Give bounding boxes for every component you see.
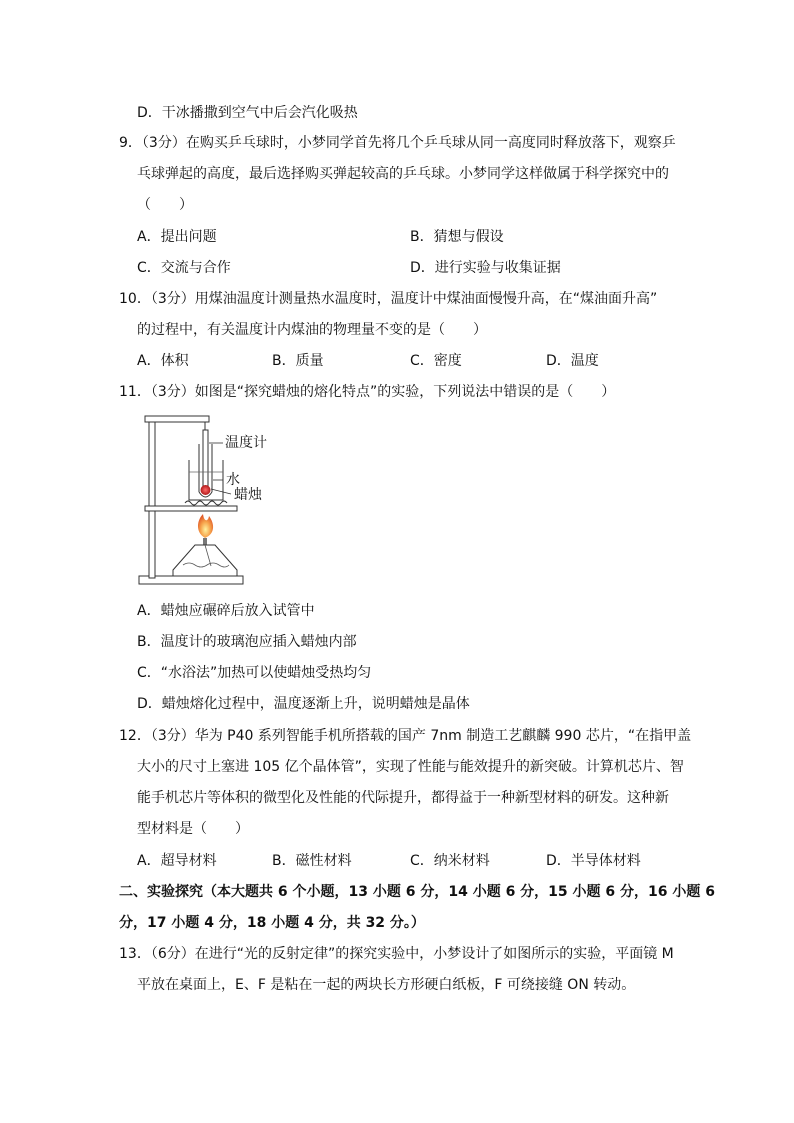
q11-option-c: C．“水浴法”加热可以使蜡烛受热均匀 — [137, 665, 372, 681]
q12-option-b: B．磁性材料 — [272, 853, 352, 869]
label-water: 水 — [226, 472, 240, 488]
label-candle: 蜡烛 — [234, 487, 262, 503]
q8-option-d: D．干冰播撒到空气中后会汽化吸热 — [137, 105, 358, 121]
candle-melting-apparatus-figure — [137, 410, 287, 594]
wire-gauze — [185, 501, 227, 505]
q10-option-c: C．密度 — [410, 353, 462, 369]
q12-stem-line4: 型材料是（ ） — [137, 821, 249, 837]
q11-stem: 11．（3分）如图是“探究蜡烛的熔化特点”的实验，下列说法中错误的是（ ） — [119, 384, 616, 400]
thermometer — [203, 430, 208, 492]
q10-option-d: D．温度 — [546, 353, 599, 369]
q9-option-b: B．猜想与假设 — [410, 229, 504, 245]
q12-stem-line2: 大小的尺寸上塞进 105 亿个晶体管”，实现了性能与能效提升的新突破。计算机芯片、智 — [137, 759, 684, 775]
q9-stem-line2: 乓球弹起的高度，最后选择购买弹起较高的乒乓球。小梦同学这样做属于科学探究中的 — [137, 166, 669, 182]
q9-option-c: C．交流与合作 — [137, 260, 231, 276]
q10-stem-line1: 10．（3分）用煤油温度计测量热水温度时，温度计中煤油面慢慢升高，在“煤油面升高” — [119, 291, 658, 307]
q9-stem-line1: 9．（3分）在购买乒乓球时，小梦同学首先将几个乒乓球从同一高度同时释放落下，观察乒 — [119, 135, 676, 151]
q12-option-d: D．半导体材料 — [546, 853, 641, 869]
section-2-heading-line1: 二、实验探究（本大题共 6 个小题，13 小题 6 分，14 小题 6 分，15 小题 6 分，16 小题 6 — [119, 884, 715, 900]
q11-option-b: B．温度计的玻璃泡应插入蜡烛内部 — [137, 634, 357, 650]
section-2-heading-line2: 分，17 小题 4 分，18 小题 4 分，共 32 分。） — [119, 915, 425, 931]
alcohol-lamp — [173, 545, 237, 576]
q9-stem-line3: （ ） — [137, 197, 193, 213]
q11-option-a: A．蜡烛应碾碎后放入试管中 — [137, 603, 315, 619]
stand-rod — [149, 418, 155, 578]
q12-option-c: C．纳米材料 — [410, 853, 490, 869]
q13-stem-line2: 平放在桌面上，E、F 是粘在一起的两块长方形硬白纸板，F 可绕接缝 ON 转动。 — [137, 977, 636, 993]
q10-option-b: B．质量 — [272, 353, 324, 369]
q12-option-a: A．超导材料 — [137, 853, 217, 869]
upper-clamp-arm — [145, 416, 209, 422]
q9-option-d: D．进行实验与收集证据 — [410, 260, 561, 276]
burner-flame — [198, 514, 213, 538]
burner-wick — [203, 538, 207, 545]
q12-stem-line3: 能手机芯片等体积的微型化及性能的代际提升，都得益于一种新型材料的研发。这种新 — [137, 790, 669, 806]
q11-option-d: D．蜡烛熔化过程中，温度逐渐上升，说明蜡烛是晶体 — [137, 696, 470, 712]
q10-stem-line2: 的过程中，有关温度计内煤油的物理量不变的是（ ） — [137, 322, 487, 338]
q9-option-a: A．提出问题 — [137, 229, 217, 245]
q12-stem-line1: 12．（3分）华为 P40 系列智能手机所搭载的国产 7nm 制造工艺麒麟 990 芯片，“在指甲盖 — [119, 728, 692, 744]
ring-platform — [145, 506, 237, 511]
q13-stem-line1: 13．（6分）在进行“光的反射定律”的探究实验中，小梦设计了如图所示的实验，平面镜 M — [119, 946, 674, 962]
label-thermometer: 温度计 — [225, 435, 267, 451]
candle-in-tube — [201, 485, 211, 495]
q10-option-a: A．体积 — [137, 353, 189, 369]
